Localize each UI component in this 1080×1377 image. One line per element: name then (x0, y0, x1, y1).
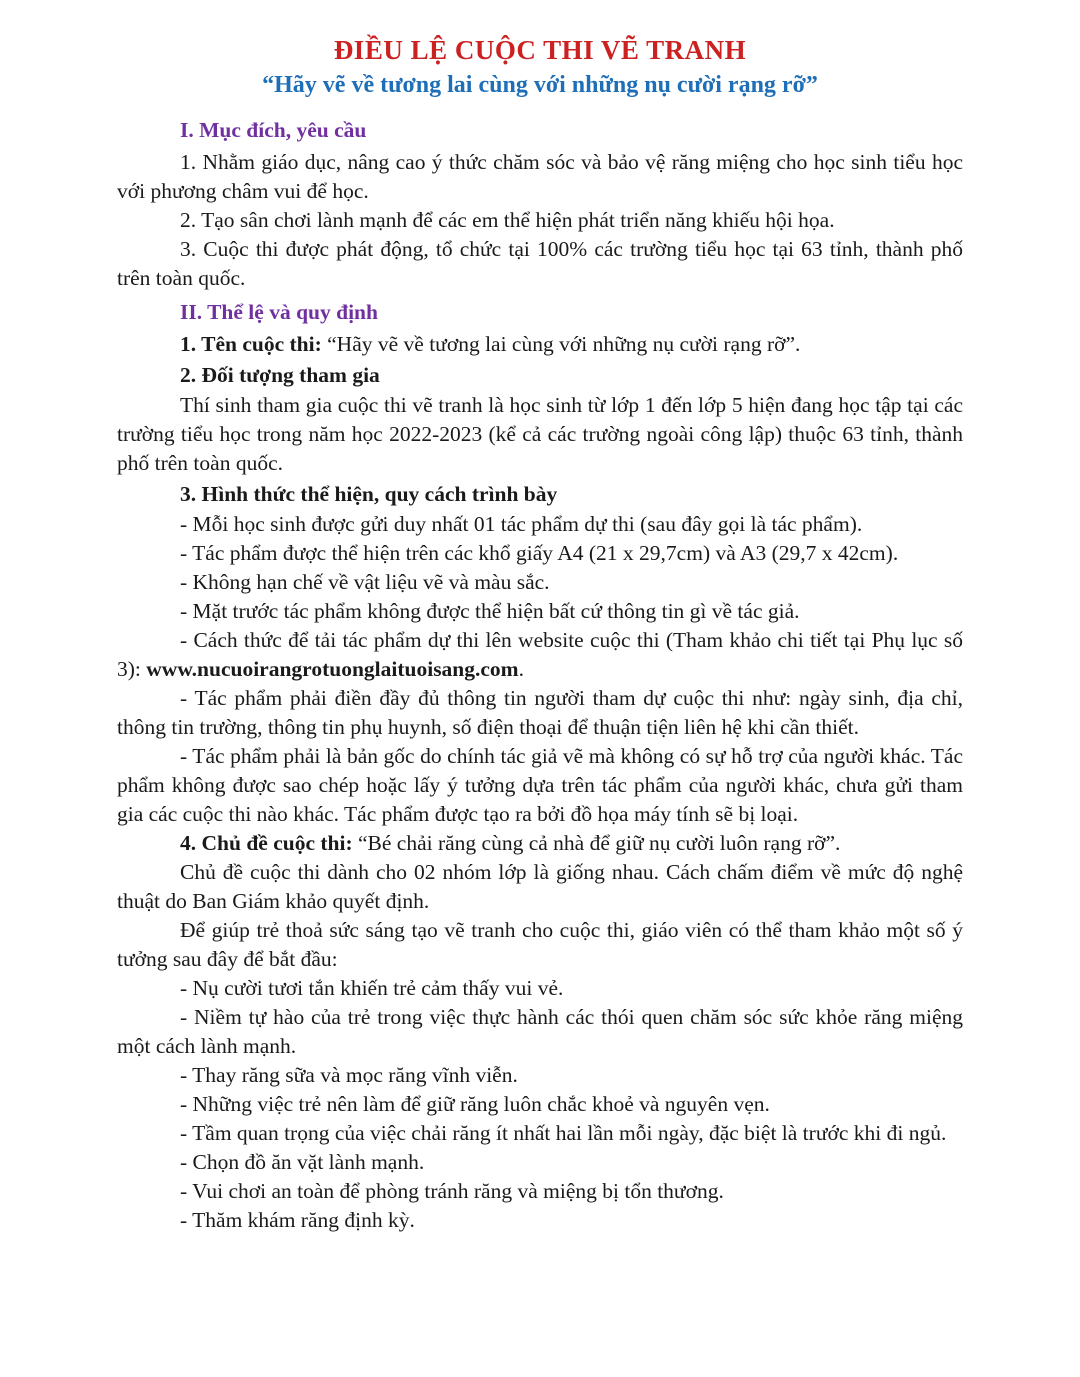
bold-text: I. Mục đích, yêu cầu (180, 118, 367, 142)
subheading-hinh-thuc-the-hien (117, 480, 963, 509)
text: - Thăm khám răng định kỳ. (180, 1208, 415, 1232)
subheading-doi-tuong-tham-gia (117, 361, 963, 390)
list-item (117, 597, 963, 626)
text: “Hãy vẽ về tương lai cùng với những nụ cười rạng rỡ”. (327, 332, 801, 356)
text: Để giúp trẻ thoả sức sáng tạo vẽ tranh cho cuộc thi, giáo viên có thể tham khảo một số ý tưởng sau đây để bắt đầu: (117, 918, 963, 971)
bold-text: www.nucuoirangrotuonglaituoisang.com (146, 657, 519, 681)
text: “Bé chải răng cùng cả nhà để giữ nụ cười luôn rạng rỡ”. (357, 831, 841, 855)
list-item (117, 1206, 963, 1235)
section-heading-i (117, 116, 963, 145)
list-item (117, 1119, 963, 1148)
text: - Tác phẩm phải là bản gốc do chính tác giả vẽ mà không có sự hỗ trợ của người khác. Tác phẩm không được sao chép hoặc lấy ý tưởng dựa trên tác phẩm của người khác, chưa gửi tham gia các cuộc thi nào khác. Tác phẩm được tạo ra bởi đồ họa máy tính sẽ bị loại. (117, 744, 963, 826)
text: 3. Cuộc thi được phát động, tổ chức tại 100% các trường tiểu học tại 63 tỉnh, thành phố trên toàn quốc. (117, 237, 963, 290)
list-item (117, 1177, 963, 1206)
paragraph (117, 916, 963, 974)
list-item (117, 568, 963, 597)
text: - Tầm quan trọng của việc chải răng ít nhất hai lần mỗi ngày, đặc biệt là trước khi đi ngủ. (180, 1121, 947, 1145)
text: - Tác phẩm được thể hiện trên các khổ giấy A4 (21 x 29,7cm) và A3 (29,7 x 42cm). (180, 541, 899, 565)
text: - Chọn đồ ăn vặt lành mạnh. (180, 1150, 425, 1174)
list-item (117, 684, 963, 742)
text: - Những việc trẻ nên làm để giữ răng luôn chắc khoẻ và nguyên vẹn. (180, 1092, 770, 1116)
list-item (117, 539, 963, 568)
text: 2. Tạo sân chơi lành mạnh để các em thể hiện phát triển năng khiếu hội họa. (180, 208, 835, 232)
paragraph (117, 858, 963, 916)
list-item (117, 1148, 963, 1177)
text: - Vui chơi an toàn để phòng tránh răng và miệng bị tổn thương. (180, 1179, 724, 1203)
text: - Tác phẩm phải điền đầy đủ thông tin người tham dự cuộc thi như: ngày sinh, địa chỉ, thông tin trường, thông tin phụ huynh, số điện thoại để thuận tiện liên hệ khi cần thiết. (117, 686, 963, 739)
list-item (117, 1090, 963, 1119)
text: - Không hạn chế về vật liệu vẽ và màu sắc. (180, 570, 550, 594)
bold-text: 2. Đối tượng tham gia (180, 363, 380, 387)
paragraph (117, 235, 963, 293)
paragraph (117, 148, 963, 206)
text: - Thay răng sữa và mọc răng vĩnh viễn. (180, 1063, 518, 1087)
contest-theme (117, 829, 963, 858)
document-title: ĐIỀU LỆ CUỘC THI VẼ TRANH (333, 35, 747, 65)
text: - Niềm tự hào của trẻ trong việc thực hành các thói quen chăm sóc sức khỏe răng miệng một cách lành mạnh. (117, 1005, 963, 1058)
section-heading-ii (117, 298, 963, 327)
list-item (117, 510, 963, 539)
document-subtitle: “Hãy vẽ về tương lai cùng với những nụ cười rạng rỡ” (262, 72, 818, 98)
text: - Nụ cười tươi tắn khiến trẻ cảm thấy vui vẻ. (180, 976, 564, 1000)
text: - Cách thức để tải tác phẩm dự thi lên website cuộc thi (Tham khảo chi tiết tại Phụ lục số 3): (117, 628, 963, 681)
text: . (518, 657, 524, 681)
text: 1. Nhằm giáo dục, nâng cao ý thức chăm sóc và bảo vệ răng miệng cho học sinh tiểu học với phương châm vui để học. (117, 150, 963, 203)
text: - Mỗi học sinh được gửi duy nhất 01 tác phẩm dự thi (sau đây gọi là tác phẩm). (180, 512, 863, 536)
list-item (117, 1061, 963, 1090)
paragraph (117, 206, 963, 235)
text: Thí sinh tham gia cuộc thi vẽ tranh là học sinh từ lớp 1 đến lớp 5 hiện đang học tập tại các trường tiểu học trong năm học 2022-2023 (kể cả các trường ngoài công lập) thuộc 63 tỉnh, thành phố trên toàn quốc. (117, 393, 963, 475)
bold-text: 4. Chủ đề cuộc thi: (180, 831, 358, 855)
list-item (117, 1003, 963, 1061)
bold-text: 3. Hình thức thể hiện, quy cách trình bày (180, 482, 558, 506)
paragraph (117, 391, 963, 478)
document-body (117, 116, 963, 1235)
list-item-website (117, 626, 963, 684)
list-item (117, 974, 963, 1003)
contest-name (117, 330, 963, 359)
text: Chủ đề cuộc thi dành cho 02 nhóm lớp là giống nhau. Cách chấm điểm về mức độ nghệ thuật do Ban Giám khảo quyết định. (117, 860, 963, 913)
bold-text: 1. Tên cuộc thi: (180, 332, 328, 356)
list-item (117, 742, 963, 829)
bold-text: II. Thể lệ và quy định (180, 300, 378, 324)
text: - Mặt trước tác phẩm không được thể hiện bất cứ thông tin gì về tác giả. (180, 599, 800, 623)
